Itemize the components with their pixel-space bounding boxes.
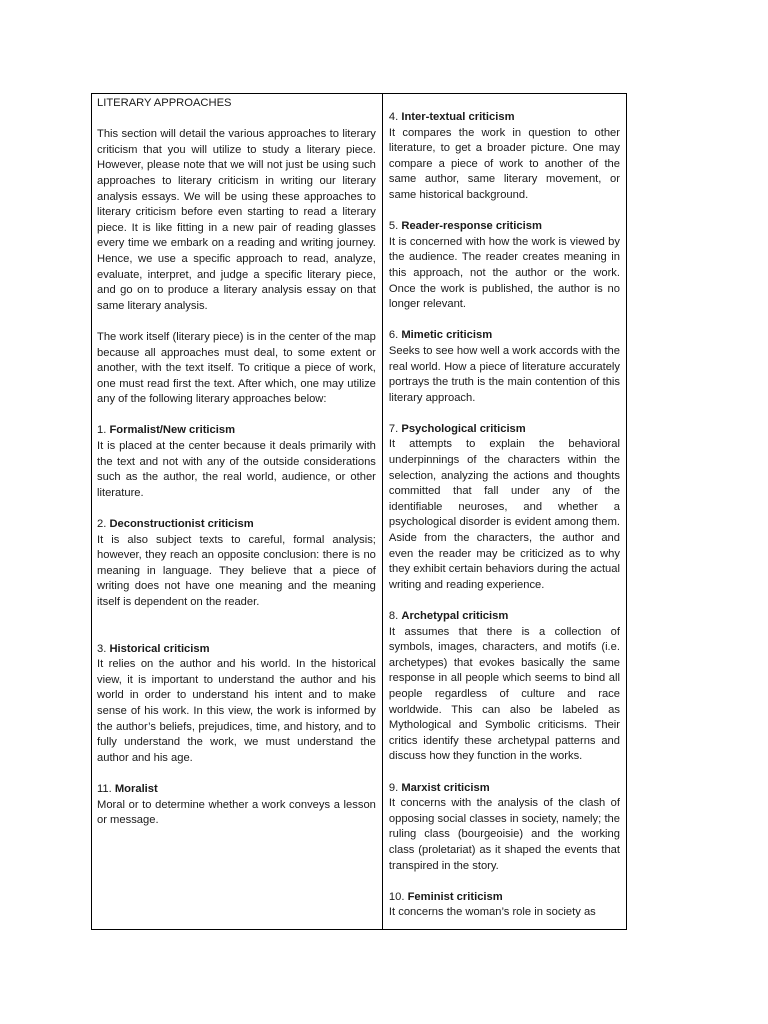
section-body-moralist: Moral or to determine whether a work conveys a lesson or message. (97, 798, 376, 827)
intro-paragraph-2: The work itself (literary piece) is in the center of the map because all approaches must deal, to some extent or another, with the text itself. To critique a piece of work, one must read first the text. After which, one may utilize any of the following literary approaches below: (97, 330, 376, 406)
section-heading-historical: 3. Historical criticism (97, 642, 210, 655)
section-heading-feminist: 10. Feminist criticism (388, 890, 503, 903)
left-column (92, 94, 383, 929)
section-body-archetypal: It assumes that there is a collection of symbols, images, characters, and motifs (i.e. archetypes) that evokes basically the same response in all people which seems to bind all people regardless of culture and race worldwide. This can also be labeled as Mythological and Symbolic criticisms. Their critics identify these archetypal patterns and discuss how they function in the works. (388, 625, 620, 763)
section-body-formalist: It is placed at the center because it deals primarily with the text and not with any of the outside considerations such as the author, the real world, audience, or other literature. (97, 440, 376, 499)
approaches-table (91, 93, 627, 930)
section-heading-deconstructionist: 2. Deconstructionist criticism (97, 518, 254, 531)
section-heading-archetypal: 8. Archetypal criticism (388, 610, 509, 622)
section-body-marxist: It concerns with the analysis of the clash of opposing social classes in society, namely; the ruling class (bourgeoisie) and the working class (proletariat) as it shaped the events that transpired in the story. (388, 797, 620, 872)
document-title: LITERARY APPROACHES (97, 97, 232, 109)
section-body-deconstructionist: It is also subject texts to careful, formal analysis; however, they reach an opposite conclusion: there is no meaning in language. They believe that a piece of writing does not have one meaning and the meaning itself is dependent on the reader. (97, 533, 376, 608)
section-heading-psychological: 7. Psychological criticism (388, 422, 526, 435)
section-body-historical: It relies on the author and his world. In the historical view, it is important to understand the author and his world in order to understand his intent and to make sense of his work. In this view, the work is informed by the author’s beliefs, prejudices, time, and history, and to fully understand the work, we must understand the author and his age. (97, 658, 376, 764)
section-heading-moralist: 11. Moralist (97, 782, 158, 795)
section-heading-reader-response: 5. Reader-response criticism (388, 220, 542, 233)
section-body-reader-response: It is concerned with how the work is viewed by the audience. The reader creates meaning in this approach, not the author or the work. Once the work is published, the author is no longer relevant. (388, 235, 620, 311)
intro-paragraph-1: This section will detail the various approaches to literary criticism that you will utilize to study a literary piece. However, please note that we will not just be using such approaches to literary criticism in writing our literary analysis essays. We will be using these approaches to literary criticism before even starting to read a literary piece. It is like fitting in a new pair of reading glasses every time we embark on a reading and writing journey. Hence, we use a specific approach to read, analyze, evaluate, interpret, and judge a specific literary piece, and go on to produce a literary analysis essay on that same literary analysis. (97, 128, 376, 312)
section-body-mimetic: Seeks to see how well a work accords with the real world. How a piece of literature accurately portrays the truth is the main contention of this literary approach. (388, 344, 620, 404)
section-heading-formalist: 1. Formalist/New criticism (97, 424, 236, 437)
section-body-feminist: It concerns the woman’s role in society as (388, 906, 596, 919)
section-heading-mimetic: 6. Mimetic criticism (388, 329, 493, 342)
section-heading-intertextual: 4. Inter-textual criticism (388, 111, 515, 123)
section-heading-marxist: 9. Marxist criticism (388, 781, 490, 794)
section-body-psychological: It attempts to explain the behavioral underpinnings of the characters within the selection, analyzing the actions and thoughts committed that fall under any of the identifiable neuroses, and whether a psychological disorder is evident among them. Aside from the characters, the author and even the reader may be criticized as to why they exhibit certain behaviors during the actual writing and reading experience. (388, 438, 620, 591)
section-body-intertextual: It compares the work in question to other literature, to get a broader picture. One may compare a piece of work to another of the same author, same literary movement, or same historical background. (388, 126, 620, 201)
right-column (383, 94, 626, 929)
